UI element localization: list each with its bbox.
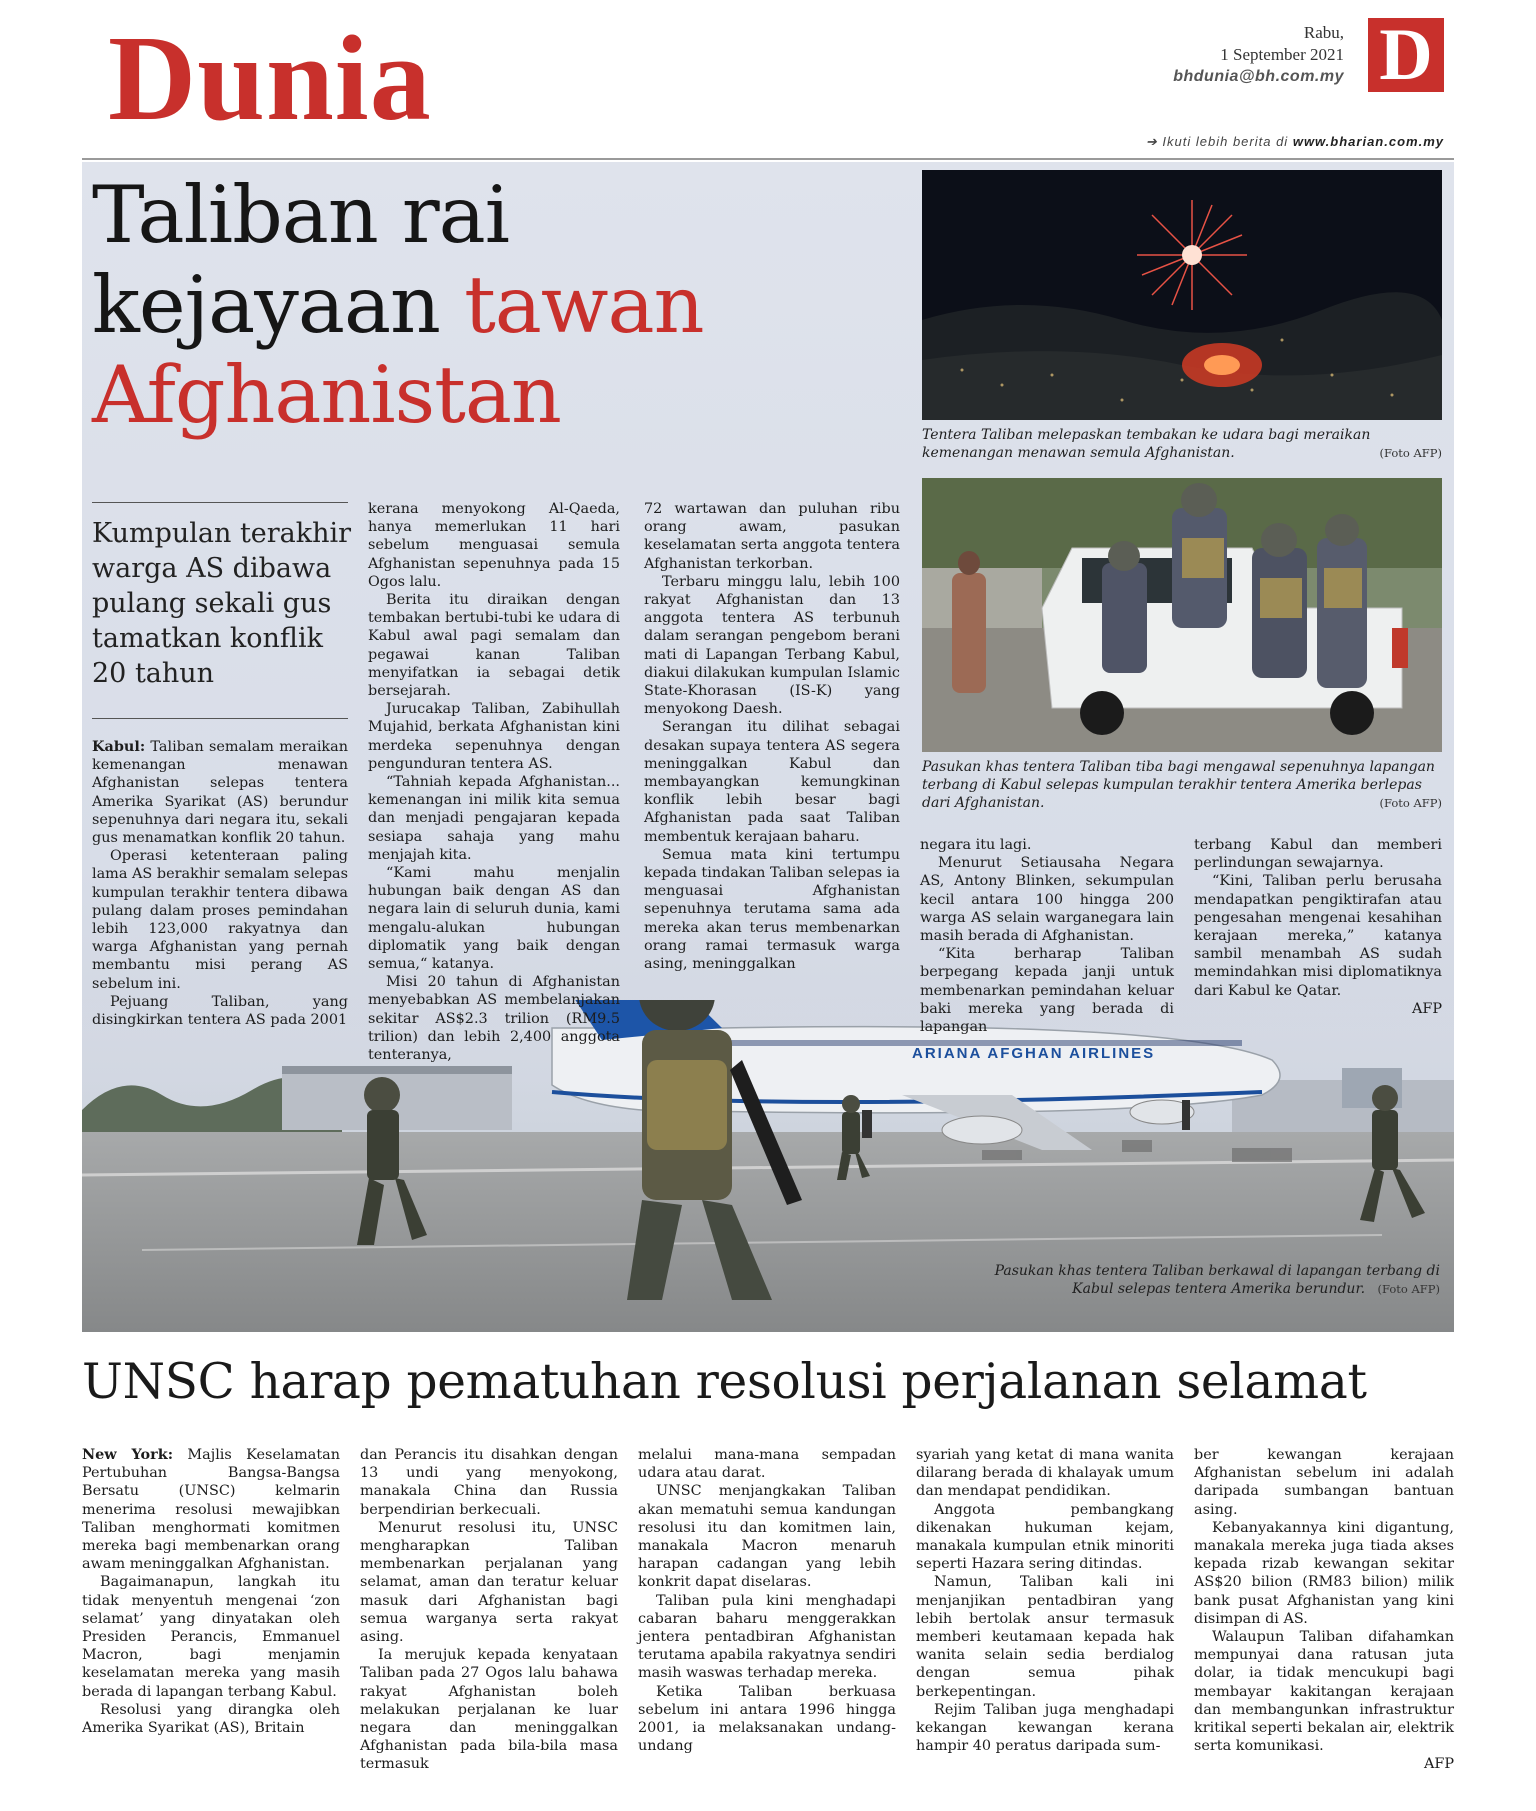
- airport-credit: (Foto AFP): [1377, 1282, 1440, 1296]
- standfirst: Kumpulan terakhir warga AS dibawa pulang sekali gus tamatkan konflik 20 tahun: [92, 518, 352, 689]
- second-col4-p3: Namun, Taliban kali ini menjanjikan pentadbiran yang lebih bertolak ansur termasuk memberi keutamaan kepada hak wanita selain sedia berdialog dengan semua pihak berkepentingan.: [916, 1574, 1174, 1700]
- section-email[interactable]: bhdunia@bh.com.my: [1173, 68, 1344, 85]
- standfirst-top-rule: [92, 502, 348, 503]
- main-col5-p1: terbang Kabul dan memberi perlindungan sewajarnya.: [1194, 837, 1442, 872]
- second-col-3: [638, 1446, 896, 1755]
- standfirst-bottom-rule: [92, 718, 348, 719]
- airport-caption-text: Pasukan khas tentera Taliban berkawal di lapangan terbang di Kabul selepas tentera Amerika berundur.: [994, 1263, 1440, 1297]
- second-col4-p2: Anggota pembangkang dikenakan hukuman kejam, manakala kumpulan etnik minoriti seperti Hazara sering ditindas.: [916, 1501, 1174, 1573]
- fireworks-photo: [922, 170, 1442, 420]
- second-col4-p4: Rejim Taliban juga menghadapi kekangan kewangan kerana hampir 40 peratus daripada sum-: [916, 1701, 1174, 1755]
- main-col2-p5: “Kami mahu menjalin hubungan baik dengan AS dan negara lain di seluruh dunia, kami mengalu-alukan hubungan diplomatik yang baik dengan semua,“ katanya.: [368, 865, 620, 973]
- section-badge: D: [1368, 18, 1444, 92]
- second-col3-p3: Taliban pula kini menghadapi cabaran baharu menggerakkan jentera pentadbiran Afghanistan terutama apabila rakyatnya sendiri masih waswas terhadap mereka.: [638, 1592, 896, 1682]
- forces-caption: [922, 758, 1442, 812]
- second-col3-p4: Ketika Taliban berkuasa sebelum ini antara 1996 hingga 2001, ia melaksanakan undang-undang: [638, 1683, 896, 1755]
- main-col3-p1: 72 wartawan dan puluhan ribu orang awam, pasukan keselamatan serta anggota tentera Afghanistan terkorban.: [644, 501, 900, 572]
- fireworks-credit: (Foto AFP): [1379, 446, 1442, 460]
- second-col5-p1: ber kewangan kerajaan Afghanistan sebelum ini adalah daripada sumbangan bantuan asing.: [1194, 1447, 1454, 1518]
- main-col2-p3: Jurucakap Taliban, Zabihullah Mujahid, berkata Afghanistan kini merdeka sepenuhnya dengan pengunduran tentera AS.: [368, 701, 620, 772]
- second-headline: UNSC harap pematuhan resolusi perjalanan selamat: [82, 1354, 1367, 1410]
- main-col5-p2: “Kini, Taliban perlu berusaha mendapatkan pengiktirafan atau pengesahan mengenai kesahihan kerajaan mereka,” katanya sambil menambah AS sudah memindahkan misi diplomatiknya dari Kabul ke Qatar.: [1194, 873, 1442, 999]
- main-col3-p3: Serangan itu dilihat sebagai desakan supaya tentera AS segera meninggalkan Kabul dan membayangkan kemungkinan konflik lebih besar bagi Afghanistan pada saat Taliban membentuk kerajaan baharu.: [644, 719, 900, 845]
- main-col3-p4: Semua mata kini tertumpu kepada tindakan Taliban selepas ia menguasai Afghanistan sepenuhnya terutama sama ada mereka akan terus membenarkan orang ramai termasuk warga asing, meninggalkan: [644, 846, 900, 973]
- main-col-3: [644, 500, 900, 973]
- main-col-5: [1194, 836, 1442, 1018]
- main-col2-p6: Misi 20 tahun di Afghanistan menyebabkan AS membelanjakan sekitar AS$2.3 trilion (RM9.5 trilion) dan lebih 2,400 anggota tenteranya,: [368, 974, 620, 1064]
- main-col1-p1: Taliban semalam meraikan kemenangan menawan Afghanistan selepas tentera Amerika Syarikat (AS) berundur sepenuhnya dari negara itu, sekali gus menamatkan konflik 20 tahun.: [92, 739, 348, 847]
- second-col2-p3: Ia merujuk kepada kenyataan Taliban pada 27 Ogos lalu bahawa rakyat Afghanistan boleh melakukan perjalanan ke luar negara dan meninggalkan Afghanistan pada bila-bila masa termasuk: [360, 1647, 618, 1773]
- second-col-2: [360, 1446, 618, 1774]
- main-headline: [92, 170, 832, 440]
- special-forces-photo: [922, 478, 1442, 752]
- date-label: 1 September 2021: [1220, 45, 1344, 64]
- forces-credit: (Foto AFP): [1379, 796, 1442, 810]
- second-col2-p2: Menurut resolusi itu, UNSC mengharapkan Taliban membenarkan perjalanan yang selamat, aman dan teratur keluar masuk dari Afghanistan bagi semua warganya serta rakyat asing.: [360, 1519, 618, 1646]
- main-col2-p4: “Tahniah kepada Afghanistan... kemenangan ini milik kita semua dan menjadi pengajaran kepada sesiapa sahaja yang mahu menjajah kita.: [368, 774, 620, 863]
- second-col3-p1: melalui mana-mana sempadan udara atau darat.: [638, 1447, 896, 1482]
- second-col5-p4: AFP: [1423, 1756, 1454, 1773]
- fireworks-caption-text: Tentera Taliban melepaskan tembakan ke udara bagi meraikan kemenangan menawan semula Afghanistan.: [922, 427, 1371, 461]
- top-rule: [82, 158, 1454, 160]
- main-col5-p3: AFP: [1411, 1000, 1442, 1017]
- follow-prefix: ➔ Ikuti lebih berita di: [1145, 134, 1289, 149]
- airport-caption: [990, 1262, 1440, 1298]
- main-col4-p1: negara itu lagi.: [920, 837, 1032, 853]
- follow-line: [1146, 134, 1444, 150]
- date-block: [1220, 22, 1344, 66]
- forces-caption-text: Pasukan khas tentera Taliban tiba bagi mengawal sepenuhnya lapangan terbang di Kabul selepas kumpulan terakhir tentera Amerika berlepas dari Afghanistan.: [922, 759, 1435, 811]
- main-dateline: Kabul:: [92, 738, 146, 755]
- main-col-2: [368, 500, 620, 1064]
- main-col-1: [92, 738, 348, 1029]
- main-headline-part1: Taliban rai kejayaan: [92, 169, 509, 351]
- second-col5-p3: Walaupun Taliban difahamkan mempunyai dana ratusan juta dolar, ia tidak mencukupi bagi membayar kakitangan kerajaan dan membangunkan infrastruktur kritikal seperti bekalan air, elektrik serta komunikasi.: [1194, 1629, 1454, 1755]
- main-col2-p2: Berita itu diraikan dengan tembakan bertubi-tubi ke udara di Kabul awal pagi semalam dan pegawai kanan Taliban menyifatkan ia sebagai detik bersejarah.: [368, 592, 620, 700]
- main-col4-p2: Menurut Setiausaha Negara AS, Antony Blinken, sekumpulan kecil antara 100 hingga 200 warga AS selain warganegara lain masih berada di Afghanistan.: [920, 855, 1174, 945]
- second-col-1: [82, 1446, 340, 1737]
- second-col5-p2: Kebanyakannya kini digantung, manakala mereka juga tiada akses kepada rizab kewangan sekitar AS$20 bilion (RM83 bilion) milik bank pusat Afghanistan yang kini disimpan di AS.: [1194, 1519, 1454, 1627]
- main-col2-p1: kerana menyokong Al-Qaeda, hanya memerlukan 11 hari sebelum menguasai semula Afghanistan sepenuhnya pada 15 Ogos lalu.: [368, 501, 620, 590]
- main-col1-p2: Operasi ketenteraan paling lama AS berakhir semalam selepas kumpulan terakhir tentera dibawa pulang dalam proses pemindahan lebih 123,000 rakyatnya dan warga Afghanistan yang pernah membantu misi perang AS sebelum ini.: [92, 848, 348, 992]
- second-col-5: [1194, 1446, 1454, 1774]
- main-col-4: [920, 836, 1174, 1036]
- airline-text: ARIANA AFGHAN AIRLINES: [912, 1045, 1156, 1062]
- main-col1-p3: Pejuang Taliban, yang disingkirkan tentera AS pada 2001: [92, 993, 348, 1029]
- main-col3-p2: Terbaru minggu lalu, lebih 100 rakyat Afghanistan dan 13 anggota tentera AS terbunuh dalam serangan pengebom berani mati di Lapangan Terbang Kabul, diakui dilakukan kumpulan Islamic State-Khorasan (IS-K) yang menyokong Daesh.: [644, 573, 900, 718]
- second-col1-p3: Resolusi yang dirangka oleh Amerika Syarikat (AS), Britain: [82, 1701, 340, 1737]
- section-title: Dunia: [108, 11, 432, 146]
- second-col4-p1: syariah yang ketat di mana wanita dilarang berada di khalayak umum dan mendapat pendidikan.: [916, 1447, 1174, 1500]
- second-col3-p2: UNSC menjangkakan Taliban akan mematuhi semua kandungan resolusi itu dan komitmen lain, manakala Macron menaruh harapan cadangan yang lebih konkrit dapat diselaras.: [638, 1483, 896, 1591]
- follow-url[interactable]: www.bharian.com.my: [1292, 134, 1444, 149]
- second-dateline: New York:: [82, 1446, 174, 1463]
- main-col4-p3: “Kita berharap Taliban berpegang kepada janji untuk membenarkan pemindahan keluar baki mereka yang berada di lapangan: [920, 946, 1174, 1036]
- second-col1-p2: Bagaimanapun, langkah itu tidak menyentuh mengenai ‘zon selamat’ yang dinyatakan oleh Presiden Perancis, Emmanuel Macron, bagi menjamin keselamatan mereka yang masih berada di lapangan terbang Kabul.: [82, 1574, 340, 1700]
- second-col1-p1: Majlis Keselamatan Pertubuhan Bangsa-Bangsa Bersatu (UNSC) kelmarin menerima resolusi mewajibkan Taliban menghormati komitmen mereka bagi membenarkan orang awam meninggalkan Afghanistan.: [82, 1447, 341, 1573]
- second-col-4: [916, 1446, 1174, 1755]
- day-label: Rabu,: [1303, 23, 1344, 42]
- main-headline-part2: tawan Afghanistan: [92, 259, 704, 441]
- second-col2-p1: dan Perancis itu disahkan dengan 13 undi yang menyokong, manakala China dan Russia berpendirian berkecuali.: [360, 1447, 618, 1518]
- fireworks-caption: [922, 426, 1442, 462]
